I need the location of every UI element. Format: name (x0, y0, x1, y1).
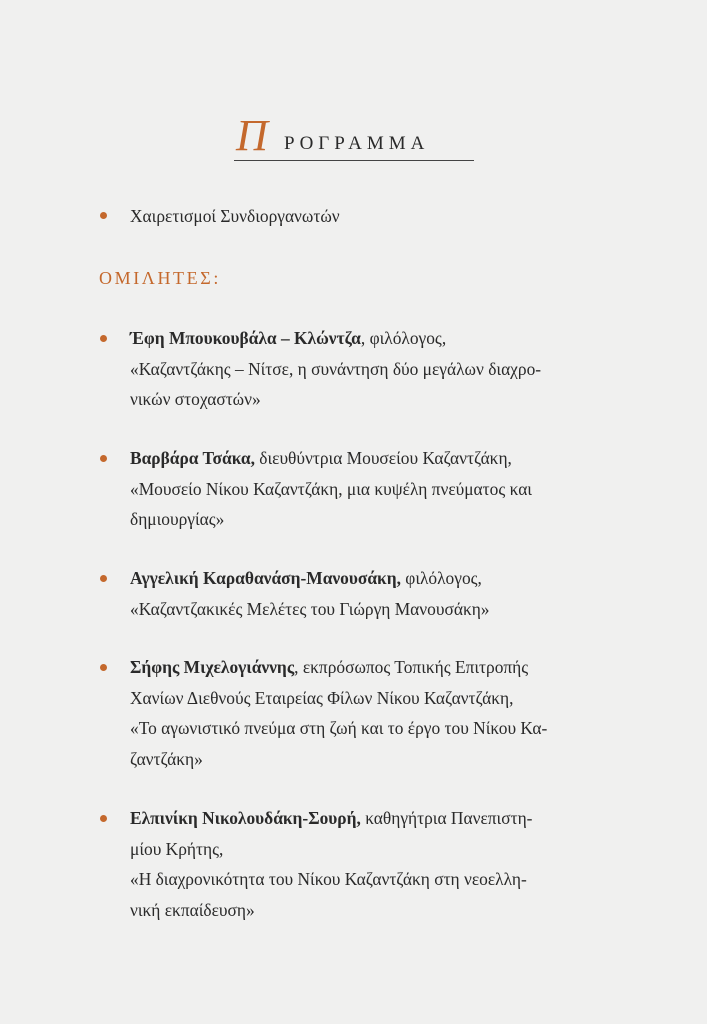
speaker-talk-line: Χανίων Διεθνούς Εταιρείας Φίλων Νίκου Καζαντζάκη, (130, 687, 514, 708)
bullet-icon (100, 335, 107, 342)
bullet-icon (100, 575, 107, 582)
speaker-role: φιλόλογος, (400, 568, 482, 588)
speaker-name: Βαρβάρα Τσάκα, (130, 448, 255, 468)
greeting-item (130, 201, 620, 232)
speaker-name: Ελπινίκη Νικολουδάκη-Σουρή, (130, 808, 361, 828)
speaker-item (130, 443, 620, 535)
speaker-name: Σήφης Μιχελογιάννης (130, 657, 295, 677)
heading-initial-letter: Π (236, 111, 268, 160)
bullet-icon (100, 664, 107, 671)
speaker-item (130, 323, 620, 415)
speaker-item (130, 803, 620, 925)
speaker-talk-line: «Καζαντζάκης – Νίτσε, η συνάντηση δύο μεγάλων διαχρο- (130, 358, 542, 379)
speaker-role: , εκπρόσωπος Τοπικής Επιτροπής (294, 657, 529, 677)
speaker-header-line (130, 652, 620, 683)
speakers-heading: ΟΜΙΛΗΤΕΣ: (99, 268, 221, 288)
speaker-role: διευθύντρια Μουσείου Καζαντζάκη, (254, 448, 512, 468)
speaker-role: καθηγήτρια Πανεπιστη- (360, 808, 533, 828)
speaker-header-line (130, 323, 620, 354)
speaker-item (130, 652, 620, 774)
speaker-name: Αγγελική Καραθανάση-Μανουσάκη, (130, 568, 401, 588)
speaker-role: , φιλόλογος, (360, 328, 447, 348)
speaker-header-line (130, 803, 620, 834)
greeting-text: Χαιρετισμοί Συνδιοργανωτών (130, 206, 340, 226)
speaker-talk-line: «Μουσείο Νίκου Καζαντζάκη, μια κυψέλη πνεύματος και (130, 478, 532, 499)
speaker-talk-line: «Η διαχρονικότητα του Νίκου Καζαντζάκη στη νεοελλη- (130, 869, 527, 889)
bullet-icon (100, 212, 107, 219)
speaker-name: Έφη Μπουκουβάλα – Κλώντζα (130, 328, 361, 348)
speaker-talk-line: νικών στοχαστών» (130, 389, 261, 409)
speaker-talk-line: νική εκπαίδευση» (130, 899, 255, 920)
heading-title-text: ΡΟΓΡΑΜΜΑ (284, 133, 430, 154)
heading-underline (234, 160, 474, 161)
speaker-talk-line: «Καζαντζακικές Μελέτες του Γιώργη Μανουσάκη» (130, 598, 490, 619)
speaker-header-line (130, 443, 620, 474)
speaker-talk-line: δημιουργίας» (130, 509, 225, 529)
speaker-talk-line: ζαντζάκη» (130, 748, 203, 769)
speaker-item (130, 563, 620, 624)
speaker-talk-line: μίου Κρήτης, (130, 838, 224, 859)
bullet-icon (100, 815, 107, 822)
bullet-icon (100, 455, 107, 462)
speaker-talk-line: «Το αγωνιστικό πνεύμα στη ζωή και το έργο του Νίκου Κα- (130, 718, 548, 738)
speaker-header-line (130, 563, 620, 594)
program-heading (232, 112, 476, 164)
